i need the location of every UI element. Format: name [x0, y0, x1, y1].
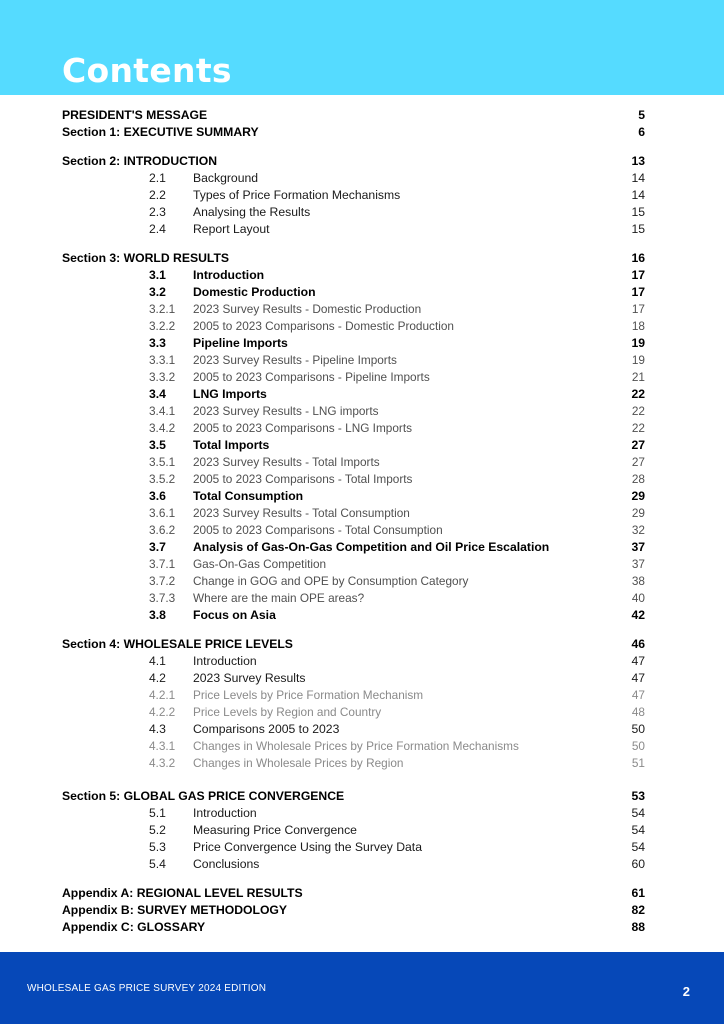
toc-entry-number: 3.2 — [149, 285, 166, 299]
toc-subsection-entry[interactable] — [0, 590, 724, 607]
toc-entry-label: Introduction — [193, 806, 257, 820]
toc-entry-label: Total Consumption — [193, 489, 304, 503]
toc-entry-label: Section 2: INTRODUCTION — [62, 154, 218, 168]
toc-subsection-entry[interactable] — [0, 822, 724, 839]
toc-entry-page: 48 — [631, 705, 645, 719]
toc-entry-number: 3.7.3 — [149, 591, 176, 605]
toc-entry-page: 18 — [631, 319, 645, 333]
toc-entry-number: 2.4 — [149, 222, 166, 236]
toc-section-entry[interactable] — [0, 250, 724, 267]
toc-entry-number: 3.4.1 — [149, 404, 176, 418]
toc-entry-page: 22 — [631, 387, 645, 401]
toc-spacer — [0, 624, 724, 636]
toc-entry-label: 2023 Survey Results - Domestic Production — [193, 302, 422, 316]
toc-entry-label: Report Layout — [193, 222, 270, 236]
toc-entry-label: 2005 to 2023 Comparisons - Domestic Production — [193, 319, 454, 333]
toc-entry-page: 17 — [631, 268, 645, 282]
toc-entry-label: Measuring Price Convergence — [193, 823, 357, 837]
toc-subsection-entry[interactable] — [0, 856, 724, 873]
toc-entry-label: 2005 to 2023 Comparisons - Total Imports — [193, 472, 413, 486]
toc-entry-page: 17 — [631, 285, 645, 299]
toc-entry-label: Comparisons 2005 to 2023 — [193, 722, 340, 736]
toc-entry-page: 27 — [631, 455, 645, 469]
toc-entry-label: Section 1: EXECUTIVE SUMMARY — [62, 125, 259, 139]
toc-section-entry[interactable] — [0, 636, 724, 653]
toc-entry-label: Types of Price Formation Mechanisms — [193, 188, 401, 202]
toc-subsection-entry[interactable] — [0, 318, 724, 335]
toc-entry-number: 4.2.1 — [149, 688, 176, 702]
toc-entry-number: 3.6.1 — [149, 506, 176, 520]
toc-subsection-entry[interactable] — [0, 556, 724, 573]
toc-entry-label: 2023 Survey Results - Pipeline Imports — [193, 353, 397, 367]
toc-entry-number: 3.1 — [149, 268, 166, 282]
toc-subsection-entry[interactable] — [0, 335, 724, 352]
toc-entry-page: 22 — [631, 421, 645, 435]
toc-subsection-entry[interactable] — [0, 738, 724, 755]
toc-entry-page: 19 — [631, 336, 645, 350]
toc-entry-number: 4.2.2 — [149, 705, 176, 719]
toc-entry-page: 16 — [631, 251, 645, 265]
toc-subsection-entry[interactable] — [0, 437, 724, 454]
toc-entry-label: Price Levels by Price Formation Mechanism — [193, 688, 424, 702]
toc-entry-label: 2023 Survey Results - Total Imports — [193, 455, 380, 469]
toc-subsection-entry[interactable] — [0, 839, 724, 856]
toc-entry-page: 50 — [631, 722, 645, 736]
toc-entry-label: Where are the main OPE areas? — [193, 591, 365, 605]
toc-entry-number: 3.5.1 — [149, 455, 176, 469]
toc-subsection-entry[interactable] — [0, 704, 724, 721]
toc-entry-number: 3.3 — [149, 336, 166, 350]
toc-entry-label: PRESIDENT'S MESSAGE — [62, 108, 208, 122]
toc-entry-page: 42 — [631, 608, 645, 622]
toc-entry-page: 53 — [631, 789, 645, 803]
toc-entry-page: 14 — [631, 171, 645, 185]
toc-entry-label: 2005 to 2023 Comparisons - LNG Imports — [193, 421, 413, 435]
footer-document-title: WHOLESALE GAS PRICE SURVEY 2024 EDITION — [27, 983, 267, 994]
toc-entry-number: 3.6.2 — [149, 523, 176, 537]
toc-entry-number: 3.3.1 — [149, 353, 176, 367]
toc-subsection-entry[interactable] — [0, 488, 724, 505]
toc-entry-label: Section 4: WHOLESALE PRICE LEVELS — [62, 637, 293, 651]
toc-entry-number: 5.3 — [149, 840, 166, 854]
toc-entry-label: 2023 Survey Results - Total Consumption — [193, 506, 410, 520]
toc-entry-label: Section 3: WORLD RESULTS — [62, 251, 230, 265]
toc-entry-label: Introduction — [193, 268, 265, 282]
toc-entry-label: Analysing the Results — [193, 205, 311, 219]
toc-subsection-entry[interactable] — [0, 573, 724, 590]
toc-entry-page: 15 — [631, 222, 645, 236]
toc-subsection-entry[interactable] — [0, 454, 724, 471]
toc-entry-page: 21 — [631, 370, 645, 384]
toc-entry-number: 2.1 — [149, 171, 166, 185]
toc-entry-label: Changes in Wholesale Prices by Price Formation Mechanisms — [193, 739, 519, 753]
toc-entry-page: 54 — [631, 806, 645, 820]
toc-entry-page: 19 — [631, 353, 645, 367]
toc-entry-number: 3.2.1 — [149, 302, 176, 316]
toc-entry-number: 4.2 — [149, 671, 166, 685]
toc-entry-page: 38 — [631, 574, 645, 588]
toc-entry-label: Total Imports — [193, 438, 270, 452]
toc-entry-page: 54 — [631, 840, 645, 854]
toc-entry-page: 82 — [631, 903, 645, 917]
toc-entry-page: 46 — [631, 637, 645, 651]
toc-subsection-entry[interactable] — [0, 539, 724, 556]
toc-entry-page: 54 — [631, 823, 645, 837]
toc-entry-page: 88 — [631, 920, 645, 934]
toc-entry-label: Appendix B: SURVEY METHODOLOGY — [62, 903, 288, 917]
toc-subsection-entry[interactable] — [0, 721, 724, 738]
toc-entry-page: 28 — [631, 472, 645, 486]
toc-entry-label: Domestic Production — [193, 285, 316, 299]
toc-entry-label: 2005 to 2023 Comparisons - Total Consumption — [193, 523, 443, 537]
toc-subsection-entry[interactable] — [0, 653, 724, 670]
toc-entry-page: 51 — [631, 756, 645, 770]
toc-subsection-entry[interactable] — [0, 187, 724, 204]
toc-entry-label: Gas-On-Gas Competition — [193, 557, 327, 571]
toc-subsection-entry[interactable] — [0, 505, 724, 522]
toc-entry-number: 3.5.2 — [149, 472, 176, 486]
toc-entry-label: Pipeline Imports — [193, 336, 288, 350]
toc-entry-page: 17 — [631, 302, 645, 316]
table-of-contents — [0, 107, 724, 936]
toc-entry-page: 61 — [631, 886, 645, 900]
toc-section-entry[interactable] — [0, 885, 724, 902]
toc-subsection-entry[interactable] — [0, 670, 724, 687]
toc-spacer — [0, 873, 724, 885]
toc-subsection-entry[interactable] — [0, 805, 724, 822]
toc-subsection-entry[interactable] — [0, 352, 724, 369]
toc-entry-label: Changes in Wholesale Prices by Region — [193, 756, 404, 770]
toc-entry-label: Change in GOG and OPE by Consumption Category — [193, 574, 469, 588]
toc-entry-page: 14 — [631, 188, 645, 202]
toc-entry-page: 37 — [631, 557, 645, 571]
toc-subsection-entry[interactable] — [0, 386, 724, 403]
toc-subsection-entry[interactable] — [0, 369, 724, 386]
toc-entry-number: 4.3.1 — [149, 739, 176, 753]
page-title: Contents — [62, 51, 232, 90]
toc-entry-number: 4.3 — [149, 722, 166, 736]
toc-entry-page: 15 — [631, 205, 645, 219]
toc-spacer — [0, 141, 724, 153]
toc-entry-page: 60 — [631, 857, 645, 871]
toc-subsection-entry[interactable] — [0, 284, 724, 301]
toc-entry-number: 3.2.2 — [149, 319, 176, 333]
toc-subsection-entry[interactable] — [0, 301, 724, 318]
toc-section-entry[interactable] — [0, 124, 724, 141]
toc-entry-page: 47 — [631, 671, 645, 685]
toc-section-entry[interactable] — [0, 788, 724, 805]
toc-entry-page: 22 — [631, 404, 645, 418]
toc-section-entry[interactable] — [0, 902, 724, 919]
toc-entry-page: 47 — [631, 688, 645, 702]
toc-entry-number: 5.2 — [149, 823, 166, 837]
toc-entry-label: Conclusions — [193, 857, 260, 871]
toc-entry-label: Section 5: GLOBAL GAS PRICE CONVERGENCE — [62, 789, 345, 803]
toc-subsection-entry[interactable] — [0, 687, 724, 704]
toc-entry-page: 29 — [631, 506, 645, 520]
toc-entry-number: 3.4.2 — [149, 421, 176, 435]
toc-entry-page: 47 — [631, 654, 645, 668]
toc-entry-number: 5.1 — [149, 806, 166, 820]
toc-entry-number: 4.3.2 — [149, 756, 176, 770]
toc-entry-label: Analysis of Gas-On-Gas Competition and Oil Price Escalation — [193, 540, 550, 554]
toc-entry-label: Price Convergence Using the Survey Data — [193, 840, 422, 854]
toc-entry-label: Introduction — [193, 654, 257, 668]
toc-section-entry[interactable] — [0, 107, 724, 124]
toc-entry-label: Price Levels by Region and Country — [193, 705, 382, 719]
toc-spacer — [0, 238, 724, 250]
toc-entry-number: 3.3.2 — [149, 370, 176, 384]
toc-entry-label: 2023 Survey Results - LNG imports — [193, 404, 379, 418]
toc-subsection-entry[interactable] — [0, 221, 724, 238]
toc-subsection-entry[interactable] — [0, 755, 724, 772]
toc-entry-label: Focus on Asia — [193, 608, 276, 622]
toc-entry-number: 3.4 — [149, 387, 166, 401]
toc-entry-label: Appendix C: GLOSSARY — [62, 920, 206, 934]
toc-entry-label: 2005 to 2023 Comparisons - Pipeline Imports — [193, 370, 430, 384]
toc-entry-label: 2023 Survey Results — [193, 671, 306, 685]
toc-entry-number: 3.7 — [149, 540, 166, 554]
toc-entry-number: 3.7.1 — [149, 557, 176, 571]
toc-entry-label: Appendix A: REGIONAL LEVEL RESULTS — [62, 886, 303, 900]
toc-subsection-entry[interactable] — [0, 204, 724, 221]
toc-subsection-entry[interactable] — [0, 607, 724, 624]
toc-subsection-entry[interactable] — [0, 267, 724, 284]
toc-subsection-entry[interactable] — [0, 403, 724, 420]
toc-entry-number: 3.5 — [149, 438, 166, 452]
toc-entry-number: 4.1 — [149, 654, 166, 668]
toc-entry-page: 5 — [638, 108, 645, 122]
toc-entry-page: 50 — [631, 739, 645, 753]
toc-entry-number: 3.8 — [149, 608, 166, 622]
toc-entry-number: 3.6 — [149, 489, 166, 503]
toc-entry-page: 27 — [631, 438, 645, 452]
toc-entry-number: 2.2 — [149, 188, 166, 202]
toc-spacer — [0, 772, 724, 788]
toc-entry-label: Background — [193, 171, 259, 185]
toc-entry-page: 6 — [638, 125, 645, 139]
toc-section-entry[interactable] — [0, 919, 724, 936]
toc-entry-page: 13 — [631, 154, 645, 168]
toc-entry-number: 5.4 — [149, 857, 166, 871]
toc-subsection-entry[interactable] — [0, 170, 724, 187]
toc-entry-number: 3.7.2 — [149, 574, 176, 588]
toc-entry-label: LNG Imports — [193, 387, 267, 401]
toc-entry-page: 29 — [631, 489, 645, 503]
toc-entry-page: 40 — [631, 591, 645, 605]
toc-subsection-entry[interactable] — [0, 420, 724, 437]
toc-entry-page: 37 — [631, 540, 645, 554]
toc-section-entry[interactable] — [0, 153, 724, 170]
toc-subsection-entry[interactable] — [0, 471, 724, 488]
toc-subsection-entry[interactable] — [0, 522, 724, 539]
toc-entry-number: 2.3 — [149, 205, 166, 219]
page-number: 2 — [682, 984, 690, 999]
toc-entry-page: 32 — [631, 523, 645, 537]
